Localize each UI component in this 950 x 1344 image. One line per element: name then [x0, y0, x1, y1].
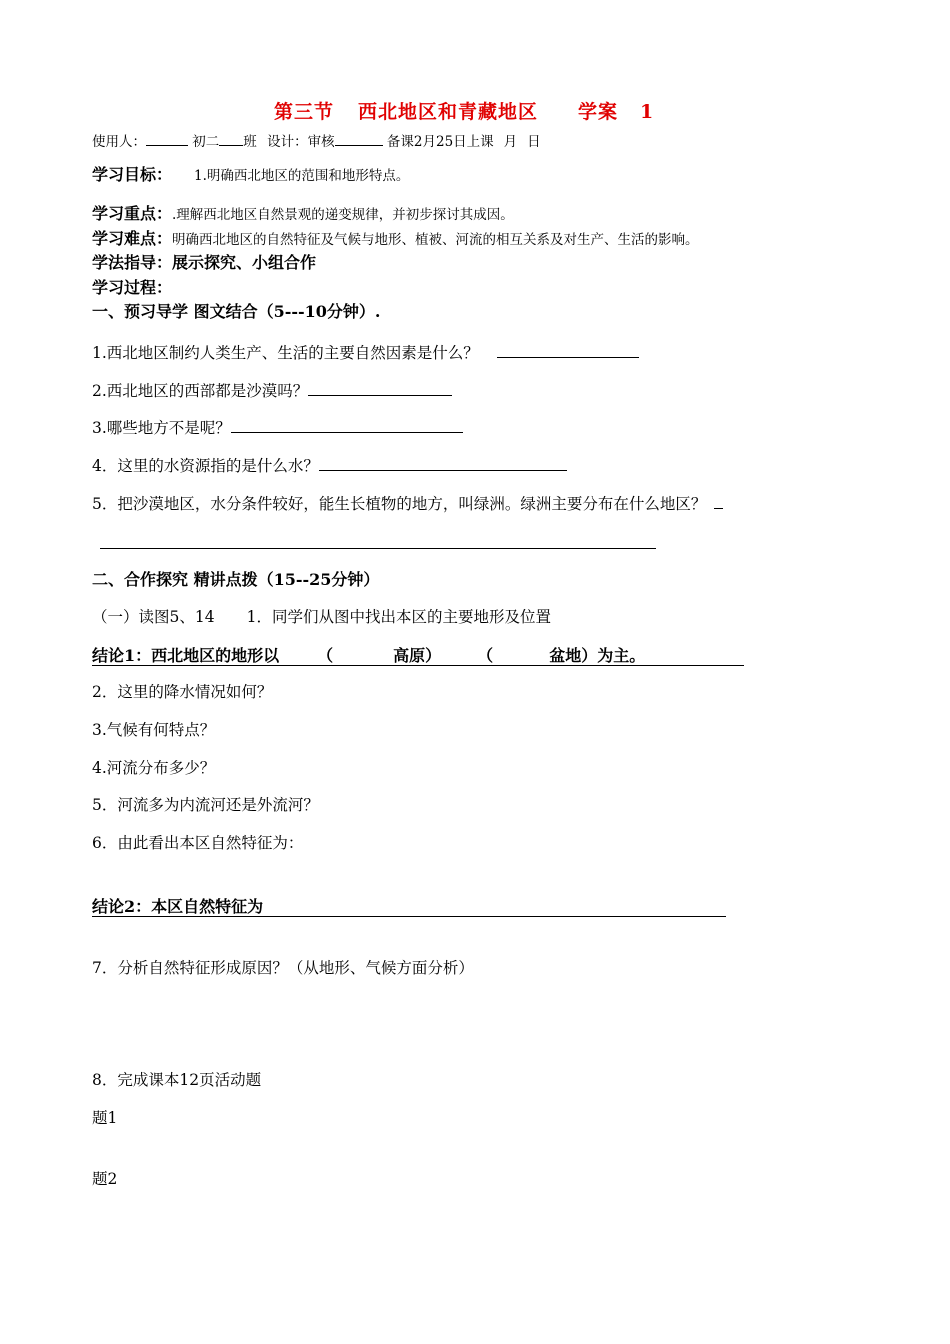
c1-open-1: （: [317, 646, 334, 665]
s1-q5-text: 5．把沙漠地区，水分条件较好，能生长植物的地方，叫绿洲。绿洲主要分布在什么地区？: [92, 495, 707, 513]
c2-label: 结论2：本区自然特征为: [92, 897, 264, 916]
goal-row: [92, 167, 409, 184]
method-row: 学法指导：展示探究、小组合作: [92, 253, 317, 272]
activity-question-2: 题2: [92, 1170, 118, 1188]
s2-question-6: 6．由此看出本区自然特征为：: [92, 834, 304, 852]
s1-question-1: [92, 343, 639, 362]
s2-read-figure: （一）读图5、14: [92, 608, 215, 626]
s2-question-4: 4.河流分布多少？: [92, 759, 216, 777]
user-label: 使用人：: [92, 134, 146, 150]
s1-question-2: [92, 381, 452, 400]
c1-open-2: （: [477, 646, 494, 665]
s1-question-5: [92, 494, 723, 513]
meta-line: [92, 131, 541, 150]
class-label: 班: [243, 134, 257, 150]
s1-question-3: [92, 418, 463, 437]
title-section: 第三节: [274, 101, 335, 123]
goal-label: 学习目标：: [92, 165, 173, 184]
day-label: 日: [527, 134, 541, 150]
s2-question-5: 5．河流多为内流河还是外流河？: [92, 796, 319, 814]
c1-plateau: 高原）: [393, 646, 442, 665]
s1-q3-answer[interactable]: [231, 418, 463, 433]
s1-q1-answer[interactable]: [497, 343, 639, 358]
key-label: 学习重点：: [92, 204, 173, 223]
activity-question-1: 题1: [92, 1109, 118, 1127]
s1-q4-answer[interactable]: [319, 456, 567, 471]
prep-label: 备课2月25日上课: [386, 134, 494, 150]
month-label: 月: [503, 134, 518, 150]
review-blank[interactable]: [335, 131, 383, 146]
conclusion-1: [92, 648, 744, 666]
s1-q2-answer[interactable]: [308, 381, 452, 396]
s1-question-4: [92, 456, 567, 475]
s2-question-8: 8．完成课本12页活动题: [92, 1071, 262, 1089]
s1-q4-text: 4．这里的水资源指的是什么水？: [92, 457, 319, 475]
s2-question-2: 2．这里的降水情况如何？: [92, 683, 273, 701]
goal-text: 1.明确西北地区的范围和地形特点。: [194, 168, 410, 184]
design-label: 设计：审核: [267, 134, 335, 150]
s2-question-7: 7．分析自然特征形成原因？（从地形、气候方面分析）: [92, 959, 474, 977]
difficulty-text: 明确西北地区的自然特征及气候与地形、植被、河流的相互关系及对生产、生活的影响。: [172, 232, 699, 248]
title-type: 学案: [578, 101, 619, 123]
user-blank[interactable]: [146, 131, 188, 146]
s1-q1-text: 1.西北地区制约人类生产、生活的主要自然因素是什么？: [92, 344, 479, 362]
section1-heading: 一、预习导学 图文结合（5---10分钟）.: [92, 302, 381, 321]
process-row: 学习过程：: [92, 278, 173, 297]
s2-step-1: 1．同学们从图中找出本区的主要地形及位置: [246, 608, 551, 626]
class-blank[interactable]: [219, 131, 243, 146]
c1-label: 结论1：西北地区的地形以: [92, 646, 280, 665]
s1-q2-text: 2.西北地区的西部都是沙漠吗？: [92, 382, 309, 400]
key-row: [92, 206, 514, 223]
s2-question-3: 3.气候有何特点？: [92, 721, 216, 739]
key-text: .理解西北地区自然景观的递变规律，并初步探讨其成因。: [172, 207, 514, 223]
conclusion-2: [92, 899, 726, 917]
page-title: [274, 103, 654, 122]
title-topic: 西北地区和青藏地区: [358, 101, 539, 123]
grade-label: 初二: [192, 134, 220, 150]
title-number: 1: [640, 101, 655, 123]
difficulty-row: [92, 231, 699, 248]
s1-q5-answer-line[interactable]: [100, 536, 656, 549]
difficulty-label: 学习难点：: [92, 229, 173, 248]
s1-q5-answer-start[interactable]: [714, 494, 723, 509]
c1-basin: 盆地）为主。: [549, 646, 646, 665]
s2-read-row: [92, 610, 551, 626]
section2-heading: 二、合作探究 精讲点拨（15--25分钟）: [92, 570, 380, 589]
s1-q3-text: 3.哪些地方不是呢？: [92, 419, 231, 437]
